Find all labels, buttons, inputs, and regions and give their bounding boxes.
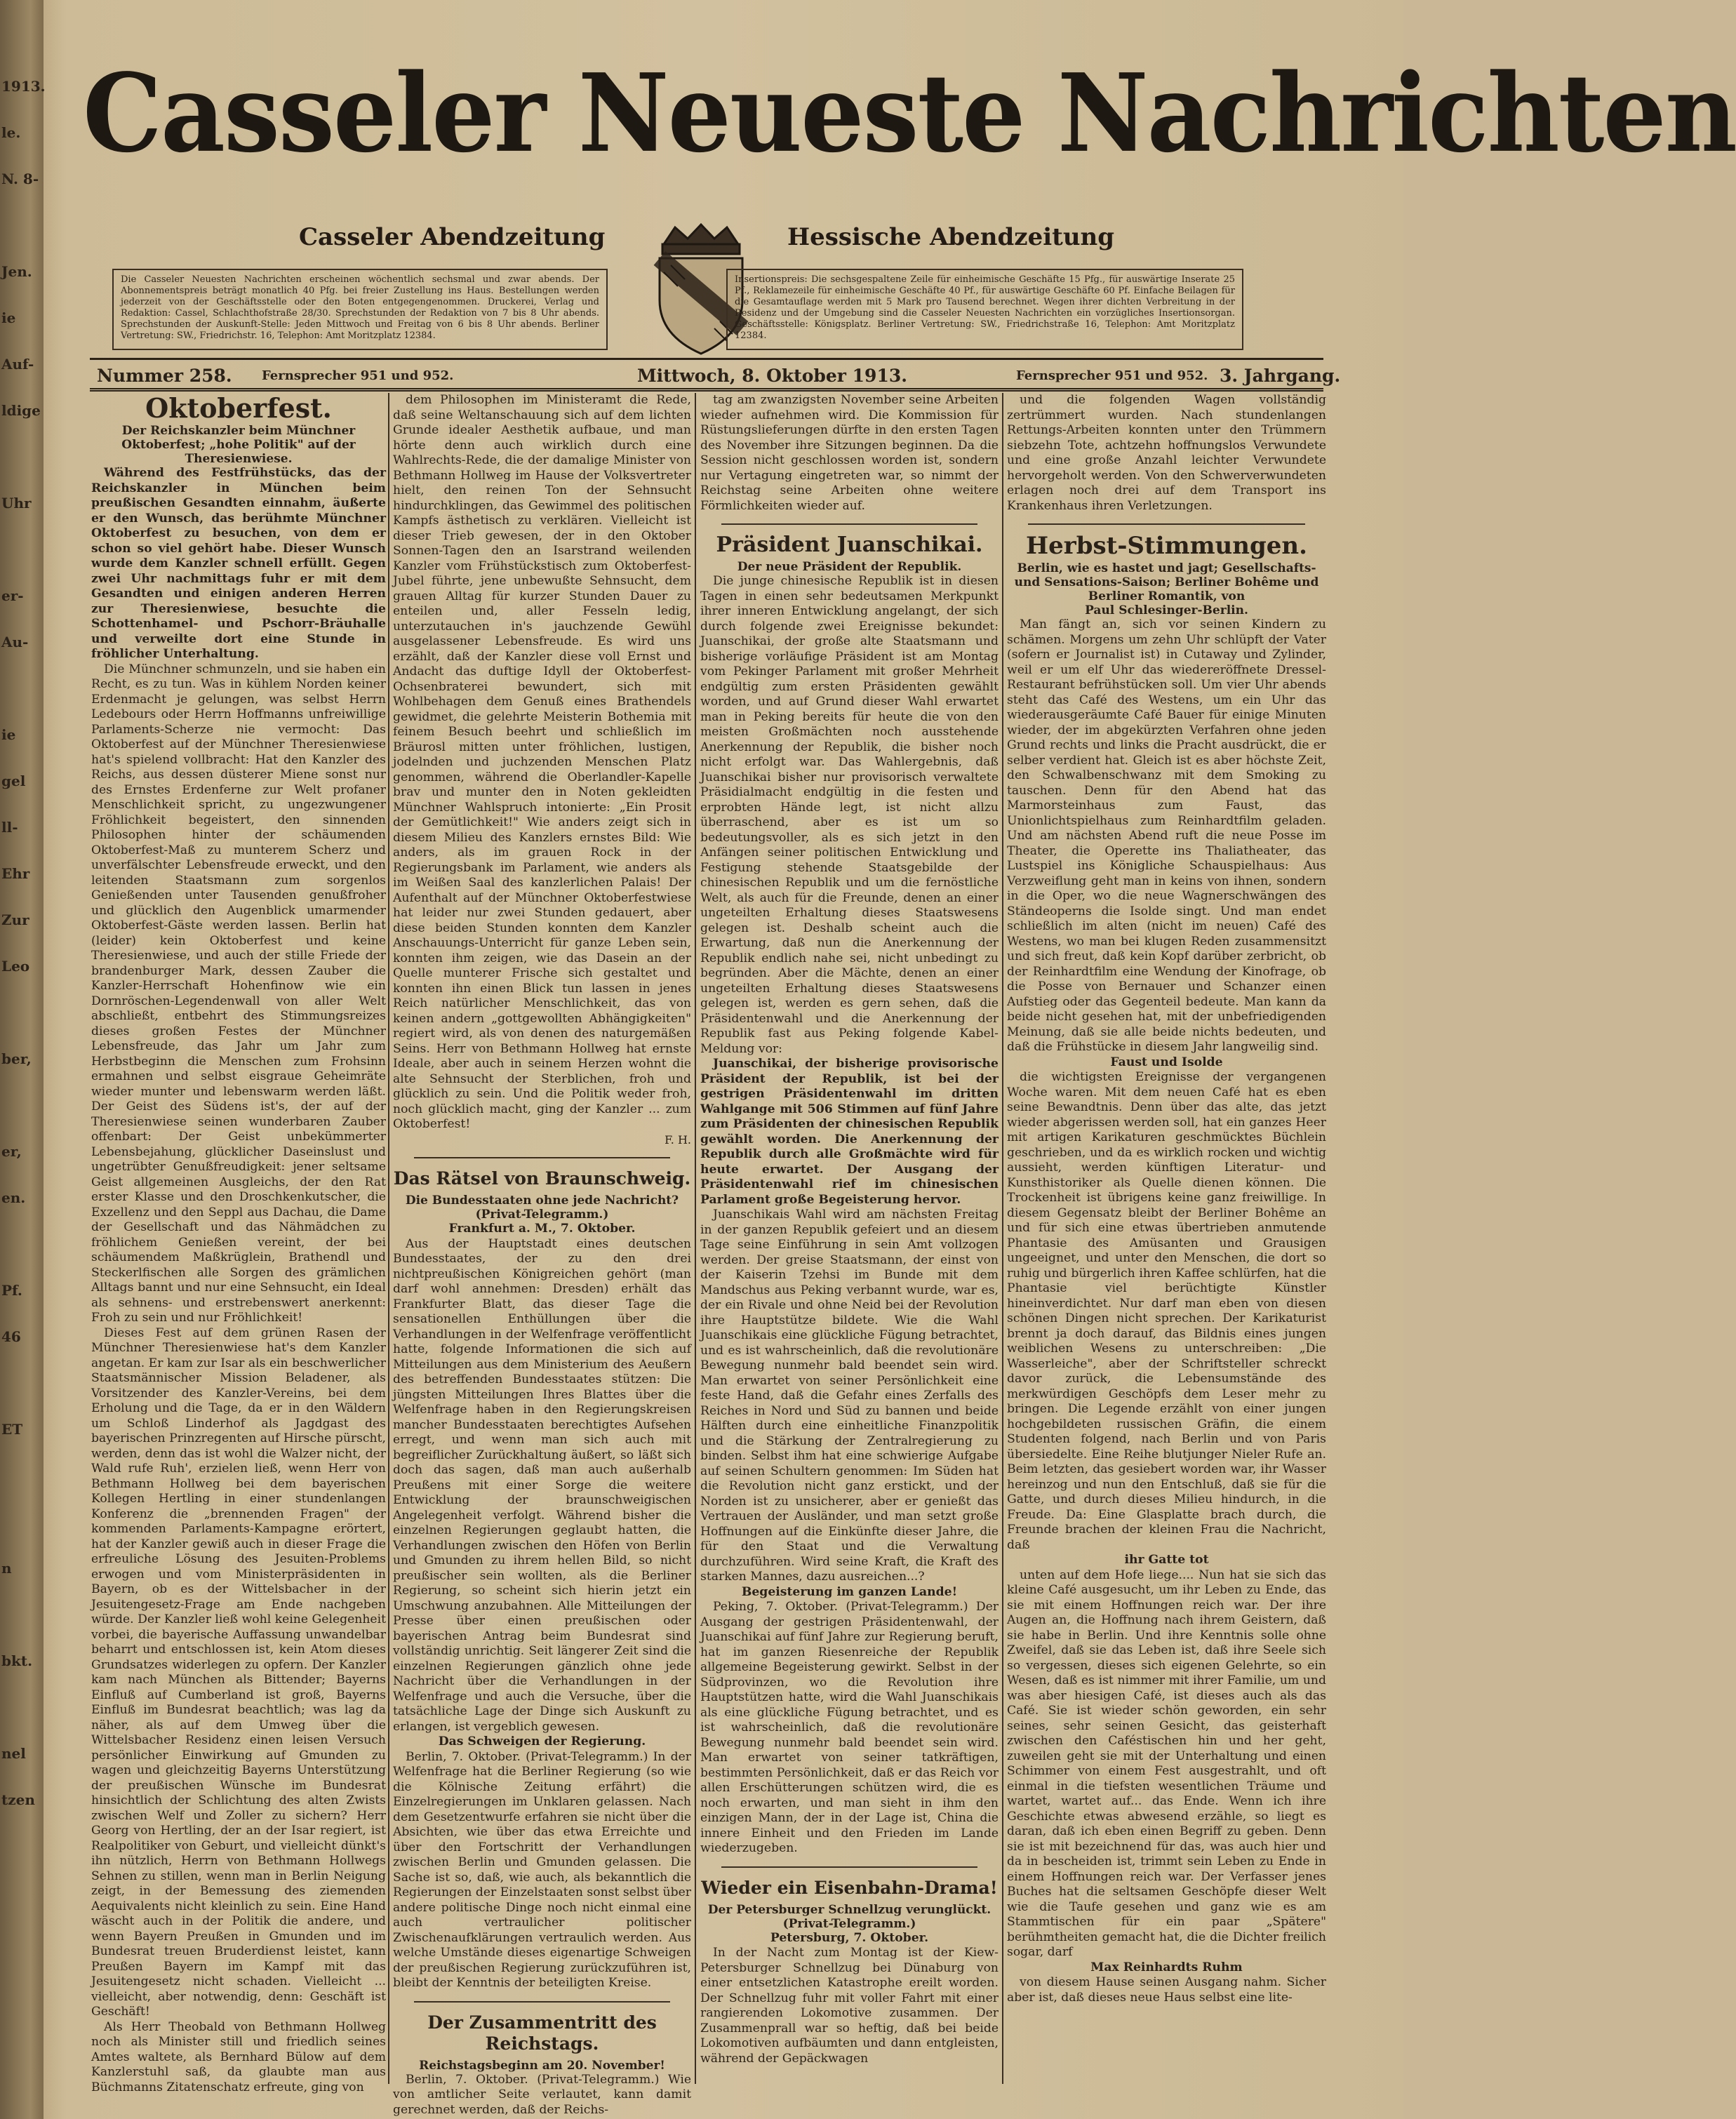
adjacent-page-fragment: ET bbox=[1, 1421, 23, 1438]
adjacent-page-edge bbox=[0, 0, 44, 2119]
article-deck: Der neue Präsident der Republik. bbox=[737, 560, 962, 574]
article-source: (Privat-Telegramm.) bbox=[475, 1208, 609, 1222]
article-subhead: Begeisterung im ganzen Lande! bbox=[741, 1584, 958, 1599]
article-subhead: ihr Gatte tot bbox=[1124, 1553, 1209, 1567]
article-subhead: Max Reinhardts Ruhm bbox=[1090, 1960, 1243, 1974]
adjacent-page-fragment: Pf. bbox=[1, 1282, 22, 1299]
article-deck: Berlin, wie es hastet und jagt; Gesellschafts- und Sensations-Saison; Berliner Bohême und Berliner Romantik, von bbox=[1014, 561, 1319, 603]
adjacent-page-fragment: ll- bbox=[1, 819, 18, 836]
column-1 bbox=[91, 392, 386, 2094]
adjacent-page-fragment: Auf- bbox=[1, 356, 34, 373]
article-deck: Die Bundesstaaten ohne jede Nachricht? bbox=[405, 1194, 679, 1208]
article-deck: Reichstagsbeginn am 20. November! bbox=[419, 2058, 665, 2073]
column-rule bbox=[1002, 393, 1003, 2084]
column-4 bbox=[1007, 393, 1326, 2084]
adjacent-page-fragment: Uhr bbox=[1, 495, 32, 512]
article-paragraph: dem Philosophen im Ministeramt die Rede, daß seine Weltanschauung sich auf dem lichten Grunde idealer Aesthetik aufbaue, und man hörte denn auch wirklich durch eine Wahlrechts-Rede, die der damalige Minister von Bethmann Hollweg im Hause der Volksvertreter hielt, den reinen Ton der Sehnsucht hindurchklingen, das Gewimmel des politischen Kampfs ästhetisch zu verklären. Vielleicht ist dieser Trieb gewesen, der in den Oktober Sonnen-Tagen den an Isarstrand weilenden Kanzler vom Frühstückstisch zum Oktoberfest-Jubel führte, jene unbewußte Sehnsucht, dem grauen Alltag für kurzer Stunden Dauer zu enteilen und, aller Fesseln ledig, unterzutauchen in's jauchzende Gewühl ausgelassener Lebensfreude. Es wird uns erzählt, daß der Kanzler diese voll Ernst und Andacht das duftige Idyll der Oktoberfest-Ochsenbraterei bewundert, sich mit Wohlbehagen dem Genuß eines Brathendels gewidmet, die gelehrte Meisterin Bothemia mit feinem Besuch beehrt und schließlich im Bräurosl mitten unter fröhlichen, lustigen, jodelnden und juchzenden Menschen Platz genommen, während die Oberlandler-Kapelle brav und munter den in Noten gekleidten Münchner Wahlspruch intonierte: „Ein Prosit der Gemütlichkeit!" Wie anders zeigt sich in diesem Milieu des Kanzlers ernstes Bild: Wie anders, als im grauen Rock in der Regierungsbank im Parlament, wie anders als im Weißen Saal des kanzlerlichen Palais! Der Aufenthalt auf der Münchner Oktoberfestwiese hat leider nur zwei Stunden gedauert, aber diese beiden Stunden konnten dem Kanzler Anschauungs-Unterricht für ganze Leben sein, konnten ihm zeigen, wie das Dasein an der Quelle munterer Frische sich gestaltet und konnten ihn einen Blick tun lassen in jenes Reich natürlicher Menschlichkeit, das von keinen andern „gottgewollten Abhängigkeiten" regiert wird, als von denen des naturgemäßen Seins. Herr von Bethmann Hollweg hat ernste Ideale, aber auch in seinem Herzen wohnt die alte Sehnsucht der Sterblichen, froh und glücklich zu sein. Und die Politik weder froh, noch glücklich macht, ging der Kanzler ... zum Oktoberfest! bbox=[393, 393, 691, 1131]
article-paragraph: und die folgenden Wagen vollständig zertrümmert wurden. Nach stundenlangen Rettungs-Arbeiten konnten unter den Trümmern siebzehn Tote, achtzehn hoffnungslos Verwundete und eine große Anzahl leichter Verwundete hervorgeholt werden. Von den Schwerverwundeten erlagen noch drei auf dem Transport ins Krankenhaus ihren Verletzungen. bbox=[1007, 393, 1326, 513]
article-headline-herbst: Herbst-Stimmungen. bbox=[1026, 532, 1307, 560]
article-paragraph: Die Münchner schmunzeln, und sie haben ein Recht, es zu tun. Was in kühlem Norden keiner Erdenmacht je gelungen, was selbst Herrn Ledebours oder Herrn Hoffmanns unfreiwillige Parlaments-Scherze nie vermocht: Das Oktoberfest auf der Münchner Theresienwiese hat's spielend vollbracht: Hat den Kanzler des Reichs, aus dessen düsterer Miene sonst nur des Ernstes Erdenferne zur Welt profaner Menschlichkeit spricht, zu ungezwungener Fröhlichkeit begeistert, den sinnenden Philosophen hinter der schäumenden Oktoberfest-Maß zu munterem Scherz und unverfälschter Lebensfreude erweckt, und den leitenden Staatsmann zum sorgenlos Genießenden unter Tausenden genußfroher und glücklich den Augenblick umarmender Oktoberfest-Gäste werden lassen. Berlin hat (leider) kein Oktoberfest und keine Theresienwiese, und auch der stille Friede der brandenburger Mark, dessen Zauber die Kanzler-Herrschaft Hohenfinow wie ein Dornröschen-Legendenwall von aller Welt abschließt, entbehrt des Stimmungsreizes dieses großen Festes der Münchner Lebensfreude, das Jahr um Jahr zum Herbstbeginn die Menschen zum Frohsinn ermahnen und selbst eisgraue Geheimräte wieder munter und lebenswarm werden läßt. Der Geist des Südens ist's, der auf der Theresienwiese seinen wunderbaren Zauber offenbart: Der Geist unbekümmerter Lebensbejahung, glücklicher Daseinslust und ungetrübter Genußfreudigkeit: jener seltsame Geist allgemeinen Ausgleichs, der den Rat erster Klasse und den Droschkenkutscher, die Exzellenz und den Seppl aus Dachau, die Dame der Gesellschaft und das Nähmädchen zu fröhlichem Genießen vereint, der bei schäumendem Maßkrüglein, Brathendl und Steckerlfischen alle Sorgen des grämlichen Alltags bannt und nur eine Sehnsucht, ein Ideal als sehnens- und erstrebenswert anerkennt: Froh zu sein und nur Fröhlichkeit! bbox=[91, 662, 386, 1325]
masthead-title: Casseler Neueste Nachrichten bbox=[83, 51, 1736, 177]
article-paragraph: Berlin, 7. Oktober. (Privat-Telegramm.) In der Welfenfrage hat die Berliner Regierung (so wie die Kölnische Zeitung erfährt) die Einzelregierungen im Unklaren gelassen. Nach dem Gesetzentwurfe erfahren sie nicht über die Absichten, wie über das etwa Erreichte und über den Fortschritt der Verhandlungen zwischen Berlin und Gmunden gelassen. Die Sache ist so, daß, wie auch, als bekanntlich die Regierungen der Einzelstaaten sonst selbst über andere politische Dinge noch nicht einmal eine auch vertraulicher politischer Zwischenaufklärungen vertraulich werden. Aus welche Umstände dieses eigenartige Schweigen der preußischen Regierung zurückzuführen ist, bleibt der Kenntnis der beteiligten Kreise. bbox=[393, 1749, 691, 1990]
article-headline-eisenbahn: Wieder ein Eisenbahn-Drama! bbox=[701, 1877, 998, 1898]
volume-year: 3. Jahrgang. bbox=[1220, 366, 1341, 386]
column-rule bbox=[388, 393, 389, 2084]
adjacent-page-fragment: N. 8- bbox=[1, 171, 39, 187]
article-deck: Der Petersburger Schnellzug verunglückt. bbox=[707, 1902, 991, 1917]
adjacent-page-fragment: Au- bbox=[1, 634, 29, 650]
adjacent-page-fragment: ie bbox=[1, 726, 16, 743]
article-paragraph: von diesem Hause seinen Ausgang nahm. Sicher aber ist, daß dieses neue Haus selbst eine lite- bbox=[1007, 1975, 1326, 2005]
article-paragraph: Juanschikais Wahl wird am nächsten Freitag in der ganzen Republik gefeiert und an diesem Tage seine Einführung in sein Amt vollzogen werden. Der greise Staatsmann, der einst von der Kaiserin Tzehsi im Bunde mit dem Mandschus aus Peking verbannt wurde, war es, der ein Rivale und ohne Neid bei der Revolution ihre Hauptstütze bildete. Wie die Wahl Juanschikais eine glückliche Fügung betrachtet, und es ist wahrscheinlich, daß die revolutionäre Bewegung nunmehr bald beendet sein wird. Man erwartet von seiner Persönlichkeit eine feste Hand, daß die Gefahr eines Zerfalls des Reiches in Nord und Süd zu bannen und beide Hälften durch eine einheitliche Finanzpolitik und die Stärkung der Zentralregierung zu binden. Selbst ihm hat eine schwierige Aufgabe auf seinen Schultern genommen: Im Süden hat die Revolution nicht ganz erstickt, und der Norden ist zu unsicherer, aber er genießt das Vertrauen der Ausländer, und man setzt große Hoffnungen auf die Einkünfte dieser Jahre, die für den Staat und die Verwaltung durchzuführen. Wird seine Kraft, die Kraft des starken Mannes, dazu ausreichen...? bbox=[700, 1208, 999, 1584]
article-headline-reichstag: Der Zusammentritt des Reichstags. bbox=[427, 2012, 657, 2054]
adjacent-page-fragment: er- bbox=[1, 587, 24, 604]
adjacent-page-fragment: 46 bbox=[1, 1328, 21, 1345]
adjacent-page-fragment: ber, bbox=[1, 1050, 32, 1067]
author-signature: F. H. bbox=[665, 1132, 691, 1147]
article-author: Paul Schlesinger-Berlin. bbox=[1085, 603, 1248, 617]
article-paragraph: Die junge chinesische Republik ist in diesen Tagen in einen sehr bedeutsamen Merkpunkt ihrer inneren Entwicklung angelangt, der sich durch folgende zwei Ereignisse bekundet: Juanschikai, der große alte Staatsmann und bisherige vorläufige Präsident ist am Montag vom Pekinger Parlament mit großer Mehrheit endgültig zum ersten Präsidenten gewählt worden, und auf Grund dieser Wahl erwartet man in Peking bereits für heute die von den meisten Großmächten noch ausstehende Anerkennung der Republik, die bisher noch nicht erfolgt war. Das Wahlergebnis, daß Juanschikai bisher nur provisorisch verwaltete Präsidialmacht endgültig in die festen und erprobten Hände legt, ist nicht allzu überraschend, aber es ist um so bedeutungsvoller, als es sich jetzt in den Anfängen seiner politischen Entwicklung und Festigung stehende Staatsgebilde der chinesischen Republik und um die fernöstliche Welt, als auch für die Freunde, denen an einer ungeteilten Erhaltung dieses Staatswesens gelegen ist. Deshalb scheint auch die Erwartung, daß nun die Anerkennung der Republik endlich nahe sei, nicht unbedingt zu begründen. Aber die Mächte, denen an einer ungeteilten Erhaltung dieses Staatswesens gelegen ist, werden es gern sehen, daß die Präsidentenwahl und die Anerkennung der Republik fast aus Peking folgende Kabel-Meldung vor: bbox=[700, 574, 999, 1056]
article-subhead: Das Schweigen der Regierung. bbox=[438, 1734, 646, 1749]
article-separator bbox=[414, 2001, 670, 2003]
adjacent-page-fragment: 1913. bbox=[1, 78, 46, 95]
column-3 bbox=[700, 393, 999, 2084]
article-dateline: Petersburg, 7. Oktober. bbox=[770, 1930, 929, 1945]
article-paragraph: unten auf dem Hofe liege.... Nun hat sie sich das kleine Café ausgesucht, um ihr Leben zu Ende, das sie mit einem Hoffnungen reich war. Der ihre Augen an, die Hoffnung nach ihrem Geistern, daß sie habe in Berlin. Und ihre Kenntnis solle ohne Zweifel, daß sie das Leben ist, daß ihre Seele sich so vergessen, dieses sich eigenen Gelehrte, so ein Wesen, daß es ist nimmer mit ihrer Familie, um und was aber hiesigen Café, ist dieses auch als das Café. Sie ist wieder schön geworden, ein sehr seines, sehr seinen Gesicht, das geisterhaft zwischen den Caféstischen hin und her geht, zuweilen geht sie mit der Unterhaltung und einen Schimmer von einem Fest ausgestrahlt, und oft einmal in die tiefsten wesentlichen Träume und wartet, wartet auf... das Ende. Wenn ich ihre Geschichte etwas abwesend erzähle, so liegt es daran, daß ich eben einen Begriff zu geben. Denn sie ist mit bezeichnend für das, was auch hier und da in bescheiden ist, trimmt sein Leben zu Ende in einem Hoffnungen reich war. Der Verfasser jenes Buches hat die seltsamen Geschöpfe dieser Welt wie die Taufe gesehen und ganz wie es am Stammtischen für ein paar „Spätere" berühmtheiten gemacht hat, die die Dichter freilich sogar, darf bbox=[1007, 1567, 1326, 1959]
adjacent-page-fragment: ldige bbox=[1, 402, 41, 419]
article-separator bbox=[1028, 523, 1305, 525]
phone-right: Fernsprecher 951 und 952. bbox=[1016, 368, 1208, 383]
article-paragraph: In der Nacht zum Montag ist der Kiew-Petersburger Schnellzug bei Dünaburg von einer entsetzlichen Katastrophe ereilt worden. Der Schnellzug fuhr mit voller Fahrt mit einer rangierenden Lokomotive zusammen. Der Zusammenprall war so heftig, daß bei beide Lokomotiven aufbäumten und dann entgleisten, während der Gepäckwagen bbox=[700, 1946, 999, 2066]
masthead-subtitle-right: Hessische Abendzeitung bbox=[787, 223, 1115, 251]
article-headline-juanschikai: Präsident Juanschikai. bbox=[716, 533, 983, 557]
article-paragraph: Als Herr Theobald von Bethmann Hollweg noch als Minister still und friedlich seines Amtes waltete, als Bernhard Bülow auf dem Kanzlerstuhl saß, da glaubte man aus Büchmanns Zitatenschatz erfreute, ging von bbox=[91, 2019, 386, 2094]
column-2 bbox=[393, 393, 691, 2117]
advertising-info-box: Insertionspreis: Die sechsgespaltene Zeile für einheimische Geschäfte 15 Pfg., für auswärtige Inserate 25 Pf., Reklamezeile für einheimische Geschäfte 40 Pf., für auswärtige Geschäfte 60 Pf. Einfache Beilagen für die Gesamtauflage werden mit 5 Mark pro Tausend berechnet. Wegen ihrer dichten Verbreitung in der Residenz und der Umgebung sind die Casseler Neuesten Nachrichten ein vorzügliches Insertionsorgan. Geschäftsstelle: Königsplatz. Berliner Vertretung: SW., Friedrichstraße 16, Telephon: Amt Moritzplatz 12384. bbox=[726, 269, 1243, 350]
article-paragraph: Aus der Hauptstadt eines deutschen Bundesstaates, der zu den drei nichtpreußischen Königreichen gehört (man darf wohl annehmen: Dresden) erhält das Frankfurter Blatt, das dieser Tage die sensationellen Enthüllungen über die Verhandlungen in der Welfenfrage veröffentlicht hatte, folgende Informationen die sich auf Mitteilungen aus dem Ministerium des Aeußern des betreffenden Bundesstaates stützen: Die jüngsten Mitteilungen Ihres Blattes über die Welfenfrage haben in den Regierungskreisen mancher Bundesstaaten berechtigtes Aufsehen erregt, und wenn man sich auch mit begreiflicher Zurückhaltung äußert, so läßt sich doch das sagen, daß man auch außerhalb Preußens mit einer Sorge die weitere Entwicklung der braunschweigischen Angelegenheit verfolgt. Während bisher die einzelnen Regierungen geglaubt hatten, die Verhandlungen zwischen den Höfen von Berlin und Gmunden zu ihrem hellen Bild, so nicht preußischer sein wollten, als die Berliner Regierung, so scheint sich hierin jetzt ein Umschwung anzubahnen. Alle Mitteilungen der Presse über einen preußischen oder bayerischen Antrag beim Bundesrat sind vollständig unrichtig. Seit längerer Zeit sind die einzelnen Regierungen gänzlich ohne jede Nachricht über die Verhandlungen in der Welfenfrage und auch die Versuche, über die tatsächliche Lage der Dinge sich Auskunft zu erlangen, ist vergeblich gewesen. bbox=[393, 1236, 691, 1734]
article-separator bbox=[721, 523, 977, 525]
adjacent-page-fragment: tzen bbox=[1, 1791, 35, 1808]
article-dateline: Frankfurt a. M., 7. Oktober. bbox=[448, 1222, 636, 1236]
article-subhead: Faust und Isolde bbox=[1110, 1055, 1223, 1069]
adjacent-page-fragment: nel bbox=[1, 1745, 26, 1762]
article-headline-oktoberfest: Oktoberfest. bbox=[145, 392, 332, 424]
issue-date: Mittwoch, 8. Oktober 1913. bbox=[637, 366, 907, 386]
adjacent-page-fragment: Leo bbox=[1, 958, 30, 975]
subscription-info-box: Die Casseler Neuesten Nachrichten erscheinen wöchentlich sechsmal und zwar abends. Der Abonnementspreis beträgt monatlich 40 Pfg. bei freier Zustellung ins Haus. Bestellungen werden jederzeit von der Geschäftsstelle oder den Boten entgegengenommen. Druckerei, Verlag und Redaktion: Cassel, Schlachthofstraße 28/30. Sprechstunden der Redaktion von 7 bis 8 Uhr abends. Sprechstunden der Auskunft-Stelle: Jeden Mittwoch und Freitag von 6 bis 8 Uhr abends. Berliner Vertretung: SW., Friedrichstr. 16, Telephon: Amt Moritzplatz 12384. bbox=[112, 269, 608, 350]
dateline-bar bbox=[90, 358, 1341, 392]
article-source: (Privat-Telegramm.) bbox=[782, 1916, 916, 1931]
article-paragraph: Dieses Fest auf dem grünen Rasen der Münchner Theresienwiese hat's dem Kanzler angetan. Er kam zur Isar als ein beschwerlicher Staatsmännischer Mission Beladener, als Vorsitzender des Kanzler-Vereins, bei dem Erholung und die Tage, da er in den Wäldern um Schloß Linderhof als Jagdgast des bayerischen Prinzregenten auf Hirsche pürscht, werden, denn das ist wohl die Walzer nicht, der Wald rufe Ruh', erzielen ließ, wenn Herr von Bethmann Hollweg bei dem bayerischen Kollegen Hertling in einer stundenlangen Konferenz die „brennenden Fragen" der kommenden Parlaments-Kampagne erörtert, hat der Kanzler gewiß auch in dieser Frage die erfreuliche Lösung des Jesuiten-Problems erwogen und vom Ministerpräsidenten in Bayern, ob es der Wittelsbacher in der Jesuitengesetz-Frage am Ende nachgeben würde. Der Kanzler ließ wohl keine Gelegenheit vorbei, die bayerische Auffassung unwandelbar beharrt und entschlossen ist, kein Atom dieses Grundsatzes widerlegen zu opfern. Der Kanzler kam nach München als Bittender; Bayerns Einfluß auf Cumberland ist groß, Bayerns Einfluß im Bundesrat beachtlich; was lag da näher, als auf dem Umweg über die Wittelsbacher Residenz einen leisen Versuch persönlicher Einwirkung auf Gmunden zu wagen und gleichzeitig Bayerns Unterstützung der preußischen Wünsche im Bundesrat hinsichtlich der Schlichtung des alten Zwists zwischen Welf und Zoller zu sichern? Herr Georg von Hertling, der an der Isar regiert, ist Realpolitiker von Geburt, und vielleicht dünkt's ihn nützlich, Herrn von Bethmann Hollwegs Sehnen zu stillen, wenn man in Berlin Neigung zeigt, in der Bemessung des ziemenden Aequivalents nicht kleinlich zu sein. Eine Hand wäscht auch in der Politik die andere, und wenn Bayern Preußen in Gmunden und im Bundesrat treuen Bruderdienst leistet, kann Preußen Bayern im Kampf mit das Jesuitengesetz nicht schaden. Vielleicht ... vielleicht, aber notwendig, denn: Geschäft ist Geschäft! bbox=[91, 1325, 386, 2019]
article-paragraph: tag am zwanzigsten November seine Arbeiten wieder aufnehmen wird. Die Kommission für Rüstungslieferungen dürfte in den ersten Tagen des November ihre Sitzungen beginnen. Da die Session nicht geschlossen worden ist, sondern nur Vertagung eingetreten war, so nimmt der Reichstag seine Arbeiten ohne weitere Förmlichkeiten wieder auf. bbox=[700, 393, 999, 513]
issue-number: Nummer 258. bbox=[97, 366, 232, 386]
article-lead: Während des Festfrühstücks, das der Reichskanzler in München beim preußischen Gesandten einnahm, äußerte er den Wunsch, das berühmte Münchner Oktoberfest zu besuchen, von dem er schon so viel gehört habe. Dieser Wunsch wurde dem Kanzler schnell erfüllt. Gegen zwei Uhr nachmittags fuhr er mit dem Gesandten und einigen anderen Herren zur Theresienwiese, besuchte die Schottenhamel- und Pschorr-Bräuhalle und verweilte dort eine Stunde in fröhlicher Unterhaltung. bbox=[91, 466, 386, 661]
article-paragraph: Man fängt an, sich vor seinen Kindern zu schämen. Morgens um zehn Uhr schlüpft der Vater (sofern er Journalist ist) in Cutaway und Zylinder, weil er um elf Uhr das wiedereröffnete Dressel-Restaurant befrühstücken soll. Um vier Uhr abends steht das Café des Westens, um ein Uhr das wiederausgeräumte Café Bauer für einige Minuten wieder, der im abgekürzten Verfahren ohne jeden Grund rechts und links die Pracht ausdrückt, die er selber verdient hat. Gleich ist es aber höchste Zeit, den Schwalbenschwanz mit dem Smoking zu tauschen. Denn für den Abend hat das Marmorsteinhaus zum Faust, das Unionlichtspielhaus zum Reinhardtfilm geladen. Und am nächsten Abend ruft die neue Posse im Theater, die Operette ins Thaliatheater, das Lustspiel ins Königliche Schauspielhaus: Aus Verzweiflung geht man in keins von ihnen, sondern in die Oper, wo die neue Wagnerschwängen des Ständeoperns die Isolde singt. Und man endet schließlich im alten (nicht im neuen) Café des Westens, wo man bei klugen Reden zusammensitzt und sich freut, daß kein Kopf darüber zerbricht, ob der Reinhardtfilm eine Wendung der Kinofrage, ob die Posse von Bernauer und Schanzer einen Aufstieg oder das Gegenteil bedeute. Man kann da beide nicht gesehen hat, mit der unbefriedigenden Meinung, daß sie alle beide nichts bedeuten, und daß die Frühstücke in diesem Jahr langweilig sind. bbox=[1007, 617, 1326, 1054]
adjacent-page-fragment: gel bbox=[1, 773, 26, 789]
adjacent-page-fragment: er, bbox=[1, 1143, 22, 1160]
article-separator bbox=[721, 1866, 977, 1868]
article-paragraph: Peking, 7. Oktober. (Privat-Telegramm.) Der Ausgang der gestrigen Präsidentenwahl, der Juanschikai auf fünf Jahre zur Regierung beruft, hat im ganzen Riesenreiche der Republik allgemeine Begeisterung gewirkt. Selbst in der Südprovinzen, wo die Revolution ihre Hauptstützen hatte, wird die Wahl Juanschikais als eine glückliche Fügung betrachtet, und es ist wahrscheinlich, daß die revolutionäre Bewegung nunmehr bald beendet sein wird. Man erwartet von seiner tatkräftigen, bestimmten Persönlichkeit, daß er das Reich vor allen Erschütterungen schützen wird, die es noch erwarten, und man sieht in ihm den einzigen Mann, der in der Lage ist, China die innere Einheit und den Frieden im Lande wiederzugeben. bbox=[700, 1600, 999, 1855]
article-deck: Der Reichskanzler beim Münchner Oktoberfest; „hohe Politik" auf der Theresienwiese. bbox=[121, 424, 356, 466]
article-headline-braunschweig: Das Rätsel von Braunschweig. bbox=[393, 1168, 691, 1189]
article-separator bbox=[414, 1157, 670, 1158]
phone-left: Fernsprecher 951 und 952. bbox=[262, 368, 454, 383]
masthead-subtitle-left: Casseler Abendzeitung bbox=[299, 223, 606, 251]
adjacent-page-fragment: Zur bbox=[1, 911, 29, 928]
adjacent-page-fragment: Ehr bbox=[1, 865, 30, 882]
adjacent-page-fragment: bkt. bbox=[1, 1652, 33, 1669]
article-paragraph: Berlin, 7. Oktober. (Privat-Telegramm.) Wie von amtlicher Seite verlautet, kann damit gerechnet werden, daß der Reichs- bbox=[393, 2072, 691, 2117]
adjacent-page-fragment: n bbox=[1, 1560, 12, 1577]
adjacent-page-fragment: ie bbox=[1, 309, 16, 326]
article-paragraph: die wichtigsten Ereignisse der vergangenen Woche waren. Mit dem neuen Café hat es eben seine Bewandtnis. Denn über das alte, das jetzt wieder abgerissen werden soll, hat ein ganzes Heer mit artigen Karikaturen geschmücktes Büchlein geschrieben, und da es wirklich rocken und wichtig aussieht, werden künftigen Literatur- und Kunsthistoriker als Quelle dienen können. Die Trockenheit ist übrigens keine ganz freiwillige. In diesem Gegensatz bleibt der Berliner Bohême an und für sich eine etwas übertrieben anmutende Phantasie des Amüsanten und Grausigen ungeeignet, und unter den Menschen, die dort so ruhig und bürgerlich ihren Kaffee schlürfen, hat die Phantasie viel berüchtigte Künstler hineinverdichtet. Nur darf man eben von diesen schönen Dingen nicht sprechen. Der Karikaturist brennt ja doch darauf, das Bildnis eines jungen weiblichen Wesens zu unterschreiben: „Die Wasserleiche", aber der Schriftsteller schreckt davor zurück, die Lebensumstände des merkwürdigen Geschöpfs dem Leser mehr zu bringen. Die Legende erzählt von einer jungen hochgebildeten russischen Gräfin, die einem Studenten folgend, nach Berlin und von Paris übersiedelte. Eine Reihe blutjunger Nieler Rufe an. Beim letzten, das gesiebert worden war, ihr Wasser hereinzog und nun den Entschluß, daß sie für die Gatte, und durch dieses Milieu hindurch, in die Freude. Da: Eine Glasplatte brach durch, die Freunde brachen der kleinen Frau die Nachricht, daß bbox=[1007, 1070, 1326, 1552]
column-rule bbox=[695, 393, 696, 2084]
adjacent-page-fragment: Jen. bbox=[1, 263, 32, 280]
adjacent-page-fragment: en. bbox=[1, 1189, 26, 1206]
article-bold-paragraph: Juanschikai, der bisherige provisorische Präsident der Republik, ist bei der gestrigen Präsidentenwahl im dritten Wahlgange mit 506 Stimmen auf fünf Jahre zum Präsidenten der chinesischen Republik gewählt worden. Die Anerkennung der Republik durch alle Großmächte wird für heute erwartet. Der Ausgang der Präsidentenwahl rief im chinesischen Parlament große Begeisterung hervor. bbox=[700, 1057, 999, 1207]
adjacent-page-fragment: le. bbox=[1, 124, 21, 141]
